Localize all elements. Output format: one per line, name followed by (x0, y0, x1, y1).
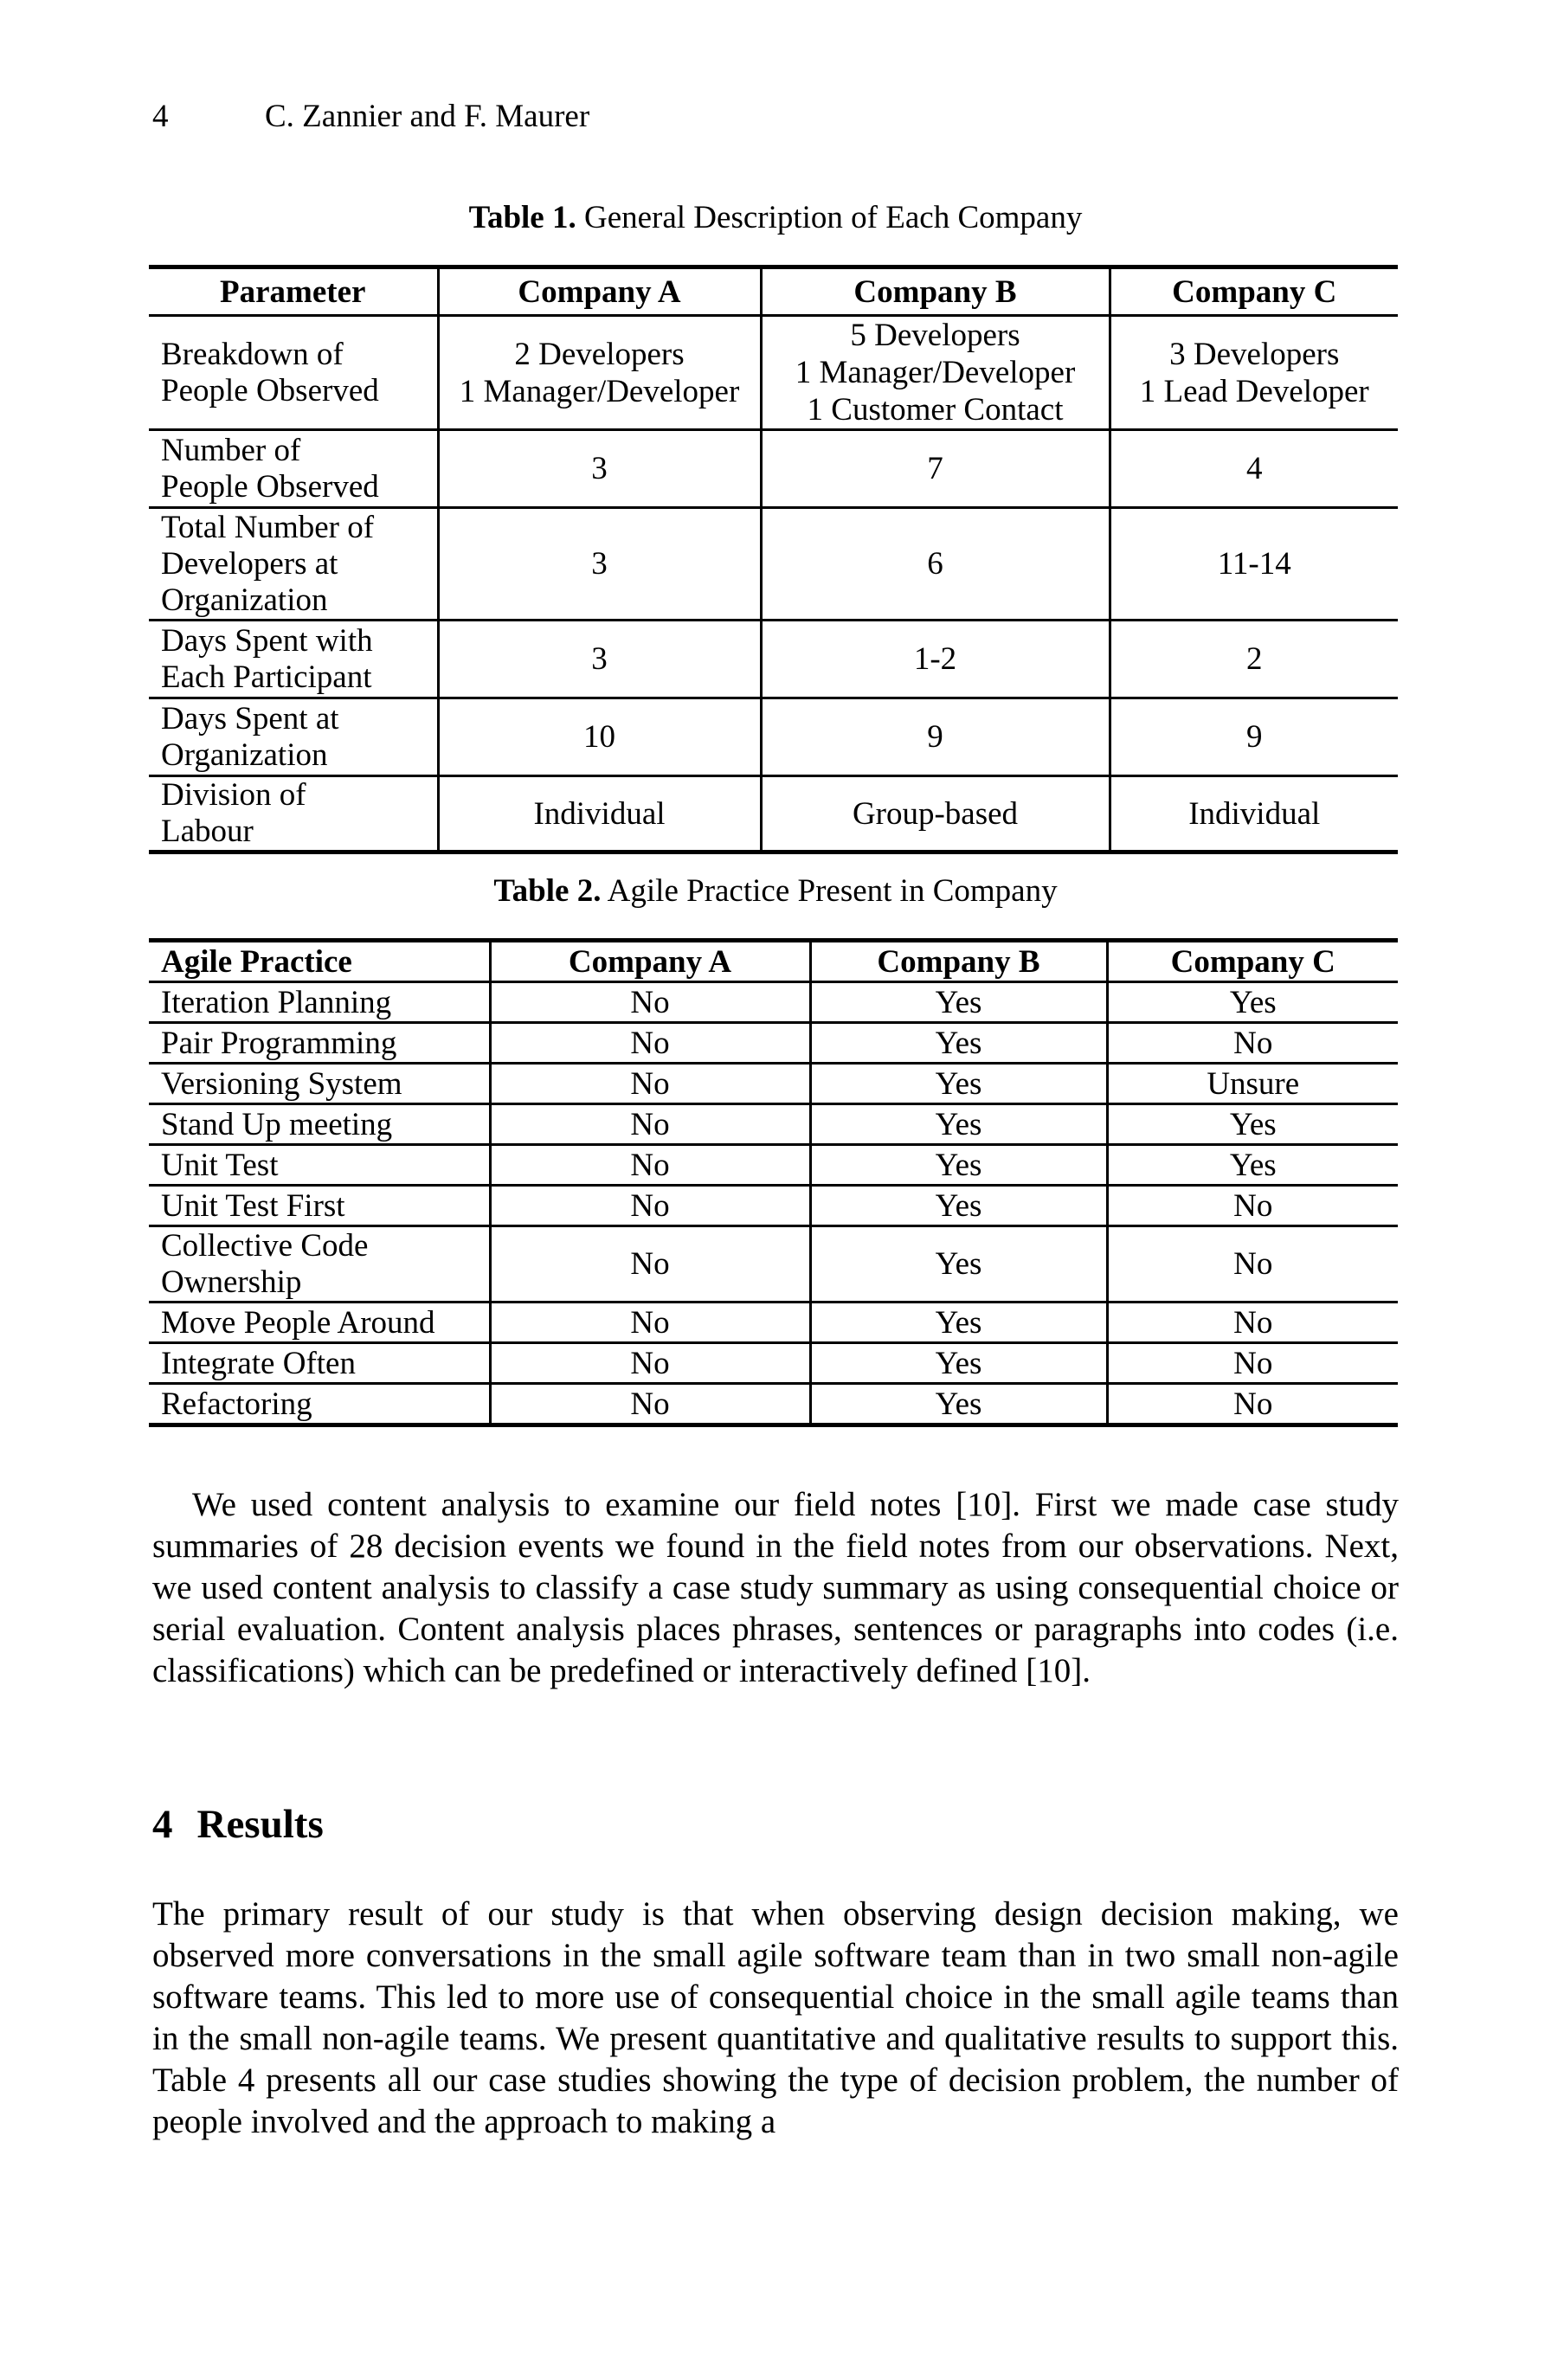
table1-value-cell: 3 (438, 508, 761, 621)
table1-caption-label: Table 1. (468, 200, 576, 235)
table-agile-practices (149, 938, 1398, 1427)
table1-row (149, 316, 1398, 430)
table1-value-cell: 3 (438, 430, 761, 508)
table2-header-cell: Agile Practice (149, 941, 490, 982)
table2-value-cell: Unsure (1107, 1064, 1398, 1104)
table1-value-cell: 9 (761, 698, 1110, 776)
table1-row (149, 698, 1398, 776)
table1-value-cell: Individual (1110, 776, 1398, 852)
table2-value-cell: No (1107, 1384, 1398, 1425)
table2-row (149, 1384, 1398, 1425)
table2-value-cell: No (490, 1023, 810, 1064)
running-header-authors: C. Zannier and F. Maurer (265, 99, 590, 134)
table2-value-cell: Yes (810, 1186, 1107, 1226)
table2-row (149, 1226, 1398, 1303)
table2-value-cell: No (490, 1384, 810, 1425)
table1-param-cell: Days Spent at Organization (149, 698, 438, 776)
table2-header-row (149, 941, 1398, 982)
table1-param-cell: Breakdown of People Observed (149, 316, 438, 430)
table2-header-cell: Company B (810, 941, 1107, 982)
table1-header-cell: Parameter (149, 267, 438, 316)
running-header (152, 98, 589, 136)
table1-value-cell: 2 (1110, 621, 1398, 698)
table2-value-cell: Yes (810, 1226, 1107, 1303)
table1-row (149, 430, 1398, 508)
table2-value-cell: No (490, 1064, 810, 1104)
table1-value-cell: 10 (438, 698, 761, 776)
table2-row (149, 1104, 1398, 1145)
table1-value-cell: 11-14 (1110, 508, 1398, 621)
table2-value-cell: No (490, 982, 810, 1023)
table2-value-cell: Yes (810, 1064, 1107, 1104)
table1-row (149, 776, 1398, 852)
paragraph-content-analysis: We used content analysis to examine our field notes [10]. First we made case study summaries of 28 decision events we found in the field notes from our observations. Next, we used content analysis to classify a case study summary as using consequential choice or serial evaluation. Content analysis places phrases, sentences or paragraphs into codes (i.e. classifications) which can be predefined or interactively defined [10]. (152, 1486, 1399, 1689)
table1-value-cell: 4 (1110, 430, 1398, 508)
table2-header-cell: Company A (490, 941, 810, 982)
table1-param-cell: Number of People Observed (149, 430, 438, 508)
table2-value-cell: Yes (810, 1104, 1107, 1145)
table1-param-cell: Division of Labour (149, 776, 438, 852)
table1-param-cell: Days Spent with Each Participant (149, 621, 438, 698)
table2-practice-cell: Unit Test First (149, 1186, 490, 1226)
table1-value-cell: 6 (761, 508, 1110, 621)
table2-value-cell: No (1107, 1303, 1398, 1343)
table1-row (149, 508, 1398, 621)
section-number: 4 (152, 1802, 173, 1847)
table2-value-cell: No (1107, 1226, 1398, 1303)
section-title: Results (196, 1802, 324, 1847)
table2-row (149, 1186, 1398, 1226)
table1-value-cell: 3 (438, 621, 761, 698)
table1-header-cell: Company A (438, 267, 761, 316)
table2-value-cell: No (490, 1104, 810, 1145)
table2-value-cell: No (1107, 1023, 1398, 1064)
table2-value-cell: No (490, 1226, 810, 1303)
table2-value-cell: Yes (810, 1384, 1107, 1425)
table1-value-cell: 3 Developers 1 Lead Developer (1110, 316, 1398, 430)
table2-value-cell: No (490, 1145, 810, 1186)
table2-practice-cell: Unit Test (149, 1145, 490, 1186)
table2-value-cell: Yes (810, 1145, 1107, 1186)
table2-value-cell: Yes (1107, 1104, 1398, 1145)
table2-value-cell: Yes (810, 1343, 1107, 1384)
table2-value-cell: No (1107, 1186, 1398, 1226)
table1-header-cell: Company B (761, 267, 1110, 316)
table2-practice-cell: Stand Up meeting (149, 1104, 490, 1145)
table2-value-cell: Yes (810, 1023, 1107, 1064)
table2-value-cell: Yes (810, 982, 1107, 1023)
table1-value-cell: 2 Developers 1 Manager/Developer (438, 316, 761, 430)
table2-value-cell: No (490, 1303, 810, 1343)
table1-caption (152, 199, 1399, 237)
table1-header-cell: Company C (1110, 267, 1398, 316)
table2-practice-cell: Collective Code Ownership (149, 1226, 490, 1303)
table2-value-cell: No (1107, 1343, 1398, 1384)
table2-row (149, 1145, 1398, 1186)
table1-value-cell: 1-2 (761, 621, 1110, 698)
page-number: 4 (152, 99, 169, 134)
table1-value-cell: 5 Developers 1 Manager/Developer 1 Customer Contact (761, 316, 1110, 430)
table2-header-cell: Company C (1107, 941, 1398, 982)
table2-row (149, 1343, 1398, 1384)
table1-value-cell: 7 (761, 430, 1110, 508)
table2-row (149, 1023, 1398, 1064)
table1-value-cell: 9 (1110, 698, 1398, 776)
table1-caption-text: General Description of Each Company (576, 200, 1083, 235)
table2-practice-cell: Integrate Often (149, 1343, 490, 1384)
table2-row (149, 1303, 1398, 1343)
table2-value-cell: No (490, 1186, 810, 1226)
table1-header-row (149, 267, 1398, 316)
section-heading (152, 1800, 324, 1849)
table1-value-cell: Individual (438, 776, 761, 852)
table1-row (149, 621, 1398, 698)
table2-value-cell: No (490, 1343, 810, 1384)
table2-value-cell: Yes (810, 1303, 1107, 1343)
table1-value-cell: Group-based (761, 776, 1110, 852)
table2-practice-cell: Pair Programming (149, 1023, 490, 1064)
table2-value-cell: Yes (1107, 1145, 1398, 1186)
paragraph-results: The primary result of our study is that when observing design decision making, we observed more conversations in the small agile software team than in two small non-agile software teams. This led to more use of consequential choice in the small agile teams than in the small non-agile teams. We present quantitative and qualitative results to support this. Table 4 presents all our case studies showing the type of decision problem, the number of people involved and the approach to making a (152, 1895, 1399, 2140)
table2-practice-cell: Move People Around (149, 1303, 490, 1343)
table1-param-cell: Total Number of Developers at Organization (149, 508, 438, 621)
table2-value-cell: Yes (1107, 982, 1398, 1023)
table2-row (149, 1064, 1398, 1104)
table2-practice-cell: Refactoring (149, 1384, 490, 1425)
table2-caption-label: Table 2. (493, 873, 602, 909)
table-general-description (149, 265, 1398, 854)
table2-caption (152, 872, 1399, 910)
table2-practice-cell: Versioning System (149, 1064, 490, 1104)
table2-row (149, 982, 1398, 1023)
table2-practice-cell: Iteration Planning (149, 982, 490, 1023)
table2-caption-text: Agile Practice Present in Company (601, 873, 1058, 909)
